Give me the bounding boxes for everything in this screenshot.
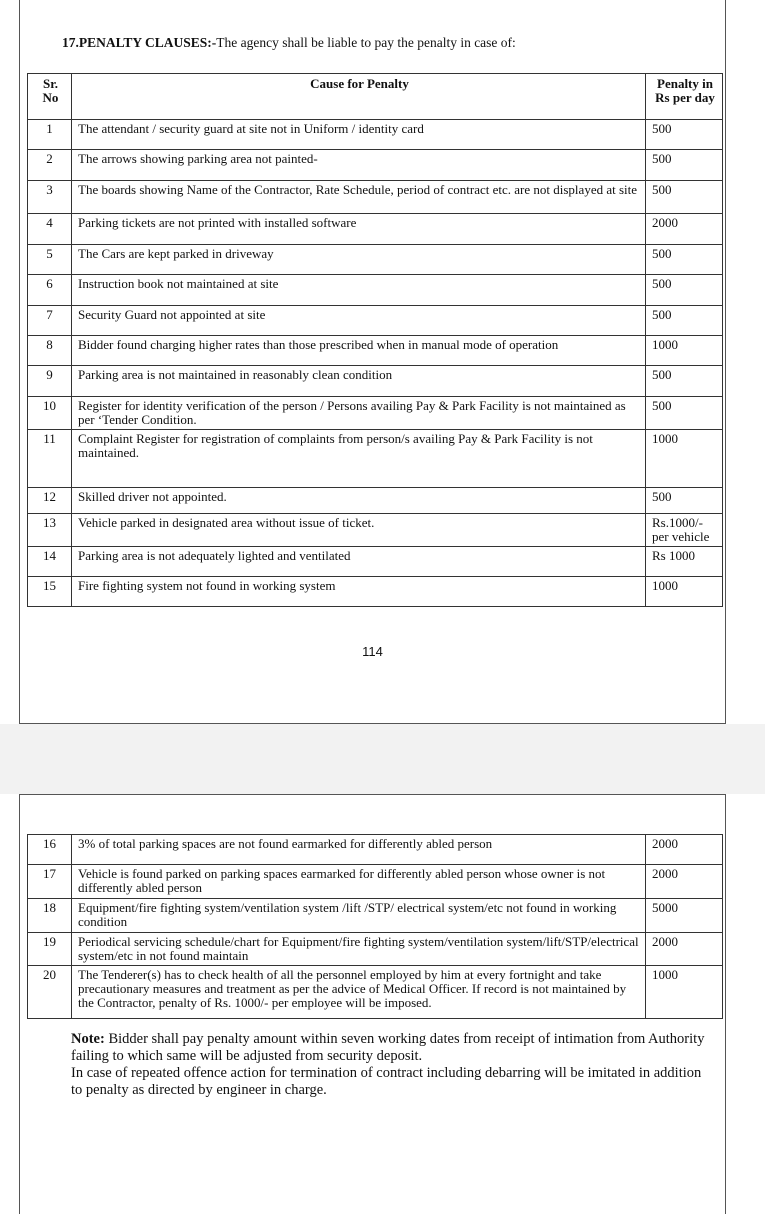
penalty-table-body [28,120,723,607]
sr-cell: 20 [28,966,72,1019]
sr-cell: 17 [28,865,72,899]
sr-cell: 4 [28,214,72,245]
table-row [28,150,723,181]
penalty-table-continued [27,834,723,1019]
table-row [28,577,723,607]
sr-cell: 16 [28,835,72,865]
sr-cell: 14 [28,547,72,577]
cause-cell: Instruction book not maintained at site [72,275,646,306]
penalty-cell: 500 [646,397,723,430]
table-row [28,306,723,336]
sr-cell: 19 [28,933,72,966]
cause-cell: 3% of total parking spaces are not found earmarked for differently abled person [72,835,646,865]
sr-cell: 7 [28,306,72,336]
cause-cell: The Tenderer(s) has to check health of all the personnel employed by him at every fortnight and take precautionary measures and treatment as per the advice of Medical Officer. If record is not maintained by the Contractor, penalty of Rs. 1000/- per employee will be imposed. [72,966,646,1019]
table-row [28,514,723,547]
cause-cell: Skilled driver not appointed. [72,488,646,514]
cause-cell: The arrows showing parking area not painted- [72,150,646,181]
cause-cell: Complaint Register for registration of complaints from person/s availing Pay & Park Facility is not maintained. [72,430,646,488]
cause-cell: Parking area is not adequately lighted and ventilated [72,547,646,577]
table-row [28,547,723,577]
document-page-1 [19,0,726,724]
document-page-2 [19,794,726,1214]
note-paragraph-2: In case of repeated offence action for termination of contract including debarring will be imitated in addition to penalty as directed by engineer in charge. [71,1065,702,1098]
penalty-cell: 2000 [646,865,723,899]
heading-text: The agency shall be liable to pay the penalty in case of: [216,35,516,50]
penalty-cell: 2000 [646,835,723,865]
table-row [28,865,723,899]
sr-cell: 15 [28,577,72,607]
cause-cell: Vehicle is found parked on parking spaces earmarked for differently abled person whose owner is not differently abled person [72,865,646,899]
table-row [28,835,723,865]
penalty-cell: 1000 [646,577,723,607]
cause-cell: The boards showing Name of the Contractor, Rate Schedule, period of contract etc. are not displayed at site [72,181,646,214]
cause-cell: Parking tickets are not printed with installed software [72,214,646,245]
table-row [28,899,723,933]
table-header-row [28,74,723,120]
note-paragraph-1 [71,1031,711,1065]
table-row [28,275,723,306]
sr-cell: 5 [28,245,72,275]
cause-cell: Register for identity verification of the person / Persons availing Pay & Park Facility is not maintained as per ‘Tender Condition. [72,397,646,430]
sr-cell: 8 [28,336,72,366]
sr-cell: 10 [28,397,72,430]
note-text-1: Bidder shall pay penalty amount within seven working dates from receipt of intimation from Authority failing to which same will be adjusted from security deposit. [71,1031,705,1064]
penalty-cell: 500 [646,306,723,336]
section-heading [62,35,516,51]
penalty-cell: Rs.1000/- per vehicle [646,514,723,547]
page-separator [0,724,765,794]
table-row [28,214,723,245]
sr-cell: 3 [28,181,72,214]
cause-cell: Vehicle parked in designated area without issue of ticket. [72,514,646,547]
sr-cell: 11 [28,430,72,488]
penalty-cell: 500 [646,488,723,514]
table-row [28,366,723,397]
sr-cell: 18 [28,899,72,933]
cause-cell: Security Guard not appointed at site [72,306,646,336]
sr-cell: 6 [28,275,72,306]
penalty-cell: 1000 [646,966,723,1019]
cause-cell: Parking area is not maintained in reasonably clean condition [72,366,646,397]
penalty-cell: 2000 [646,933,723,966]
penalty-cell: 1000 [646,336,723,366]
penalty-cell: 2000 [646,214,723,245]
sr-cell: 9 [28,366,72,397]
heading-title: 17.PENALTY CLAUSES:- [62,35,217,50]
cause-cell: The attendant / security guard at site not in Uniform / identity card [72,120,646,150]
penalty-cell: 500 [646,181,723,214]
sr-cell: 13 [28,514,72,547]
penalty-table-body [28,835,723,1019]
penalty-table [27,73,723,607]
penalty-cell: Rs 1000 [646,547,723,577]
cause-cell: Equipment/fire fighting system/ventilation system /lift /STP/ electrical system/etc not found in working condition [72,899,646,933]
cause-cell: Periodical servicing schedule/chart for Equipment/fire fighting system/ventilation system/lift/STP/electrical system/etc in not found maintain [72,933,646,966]
table-row [28,430,723,488]
cause-cell: The Cars are kept parked in driveway [72,245,646,275]
note-label: Note: [71,1031,105,1047]
header-sr-no: Sr. No [28,74,72,120]
penalty-cell: 500 [646,150,723,181]
penalty-cell: 500 [646,275,723,306]
table-row [28,397,723,430]
sr-cell: 1 [28,120,72,150]
cause-cell: Fire fighting system not found in working system [72,577,646,607]
penalty-cell: 5000 [646,899,723,933]
note-block [71,1031,711,1099]
penalty-cell: 1000 [646,430,723,488]
table-row [28,245,723,275]
sr-cell: 2 [28,150,72,181]
penalty-cell: 500 [646,120,723,150]
penalty-cell: 500 [646,366,723,397]
cause-cell: Bidder found charging higher rates than those prescribed when in manual mode of operation [72,336,646,366]
table-row [28,181,723,214]
penalty-cell: 500 [646,245,723,275]
table-row [28,966,723,1019]
table-row [28,933,723,966]
table-row [28,120,723,150]
table-row [28,336,723,366]
header-penalty: Penalty in Rs per day [646,74,723,120]
sr-cell: 12 [28,488,72,514]
header-cause: Cause for Penalty [72,74,646,120]
table-row [28,488,723,514]
page-number: 114 [362,644,383,659]
